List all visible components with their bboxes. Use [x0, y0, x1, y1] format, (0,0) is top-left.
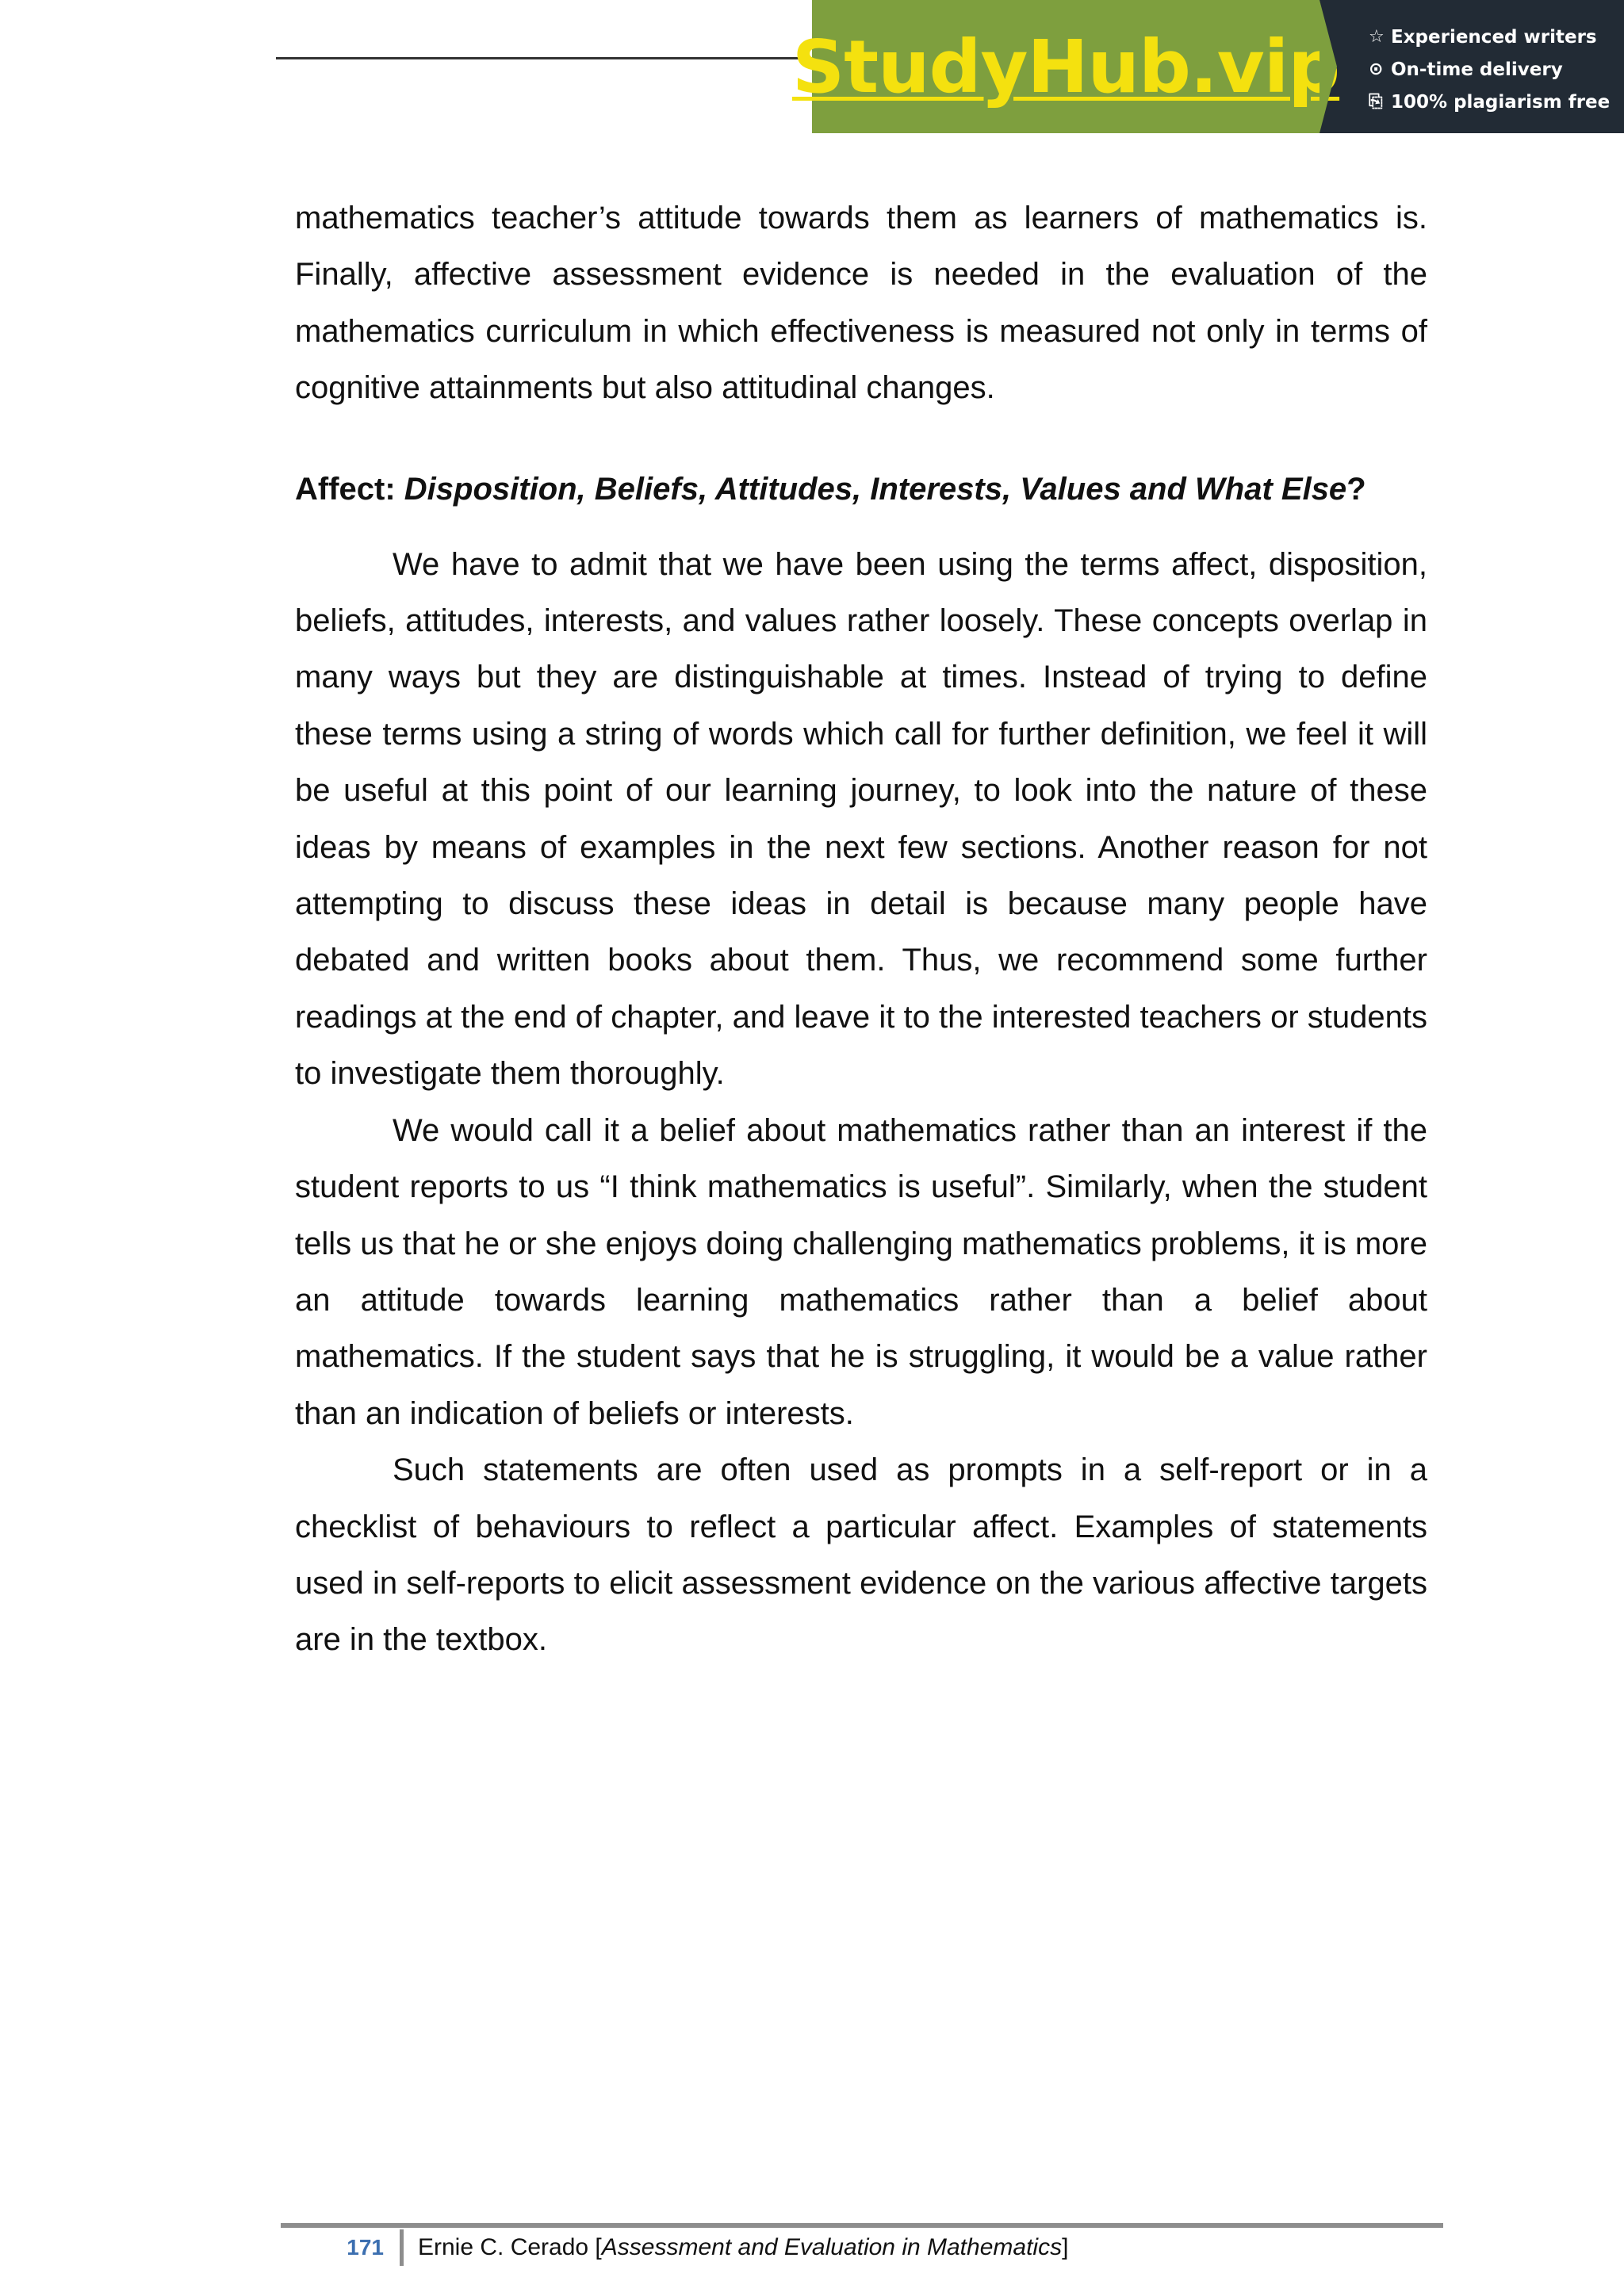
heading-prefix: Affect: [295, 471, 404, 507]
studyhub-banner[interactable] [791, 0, 1624, 133]
paragraph-belief-example: We would call it a belief about mathematics rather than an interest if the student reports to us “I think mathematics is useful”. Similarly, when the student tells us that he or she enjoys doing challenging mathematics problems, it is more an attitude towards learning mathematics rather than a belief about mathematics. If the student says that he is struggling, it would be a value rather than an indication of beliefs or interests. [295, 1112, 1427, 1431]
page-number: 171 [347, 2235, 384, 2260]
feature-experienced-writers [1369, 21, 1624, 53]
feature-on-time-delivery [1369, 53, 1624, 86]
star-icon: ☆ [1369, 27, 1385, 47]
footer-closing: ] [1062, 2234, 1069, 2260]
feature-label: On-time delivery [1391, 59, 1563, 80]
banner-arrow-shape [1320, 0, 1337, 133]
footer-citation [418, 2234, 1068, 2261]
logo-text: StudyHub.vip [791, 24, 1340, 109]
clock-icon: ⊙ [1369, 59, 1384, 79]
heading-suffix: ? [1346, 471, 1366, 507]
footer-author: Ernie C. Cerado [ [418, 2234, 602, 2260]
paragraph-self-report: Such statements are often used as prompts in a self-report or in a checklist of behaviours to reflect a particular affect. Examples of statements used in self-reports to elicit assessment evidence on the various affective targets are in the textbox. [295, 1452, 1427, 1658]
feature-label: 100% plagiarism free [1391, 91, 1611, 113]
footer-book-title: Assessment and Evaluation in Mathematics [601, 2234, 1063, 2260]
document-body [295, 190, 1427, 1669]
paragraph-affect-terms: We have to admit that we have been using the terms affect, disposition, beliefs, attitudes, interests, and values rather loosely. These concepts overlap in many ways but they are distinguishable at times. Instead of trying to define these terms using a string of words which call for further definition, we feel it will be useful at this point of our learning journey, to look into the nature of these ideas by means of examples in the next few sections. Another reason for not attempting to discuss these ideas in detail is because many people have debated and written books about them. Thus, we recommend some further readings at the end of chapter, and leave it to the interested teachers or students to investigate them thoroughly. [295, 546, 1427, 1092]
footer-separator [400, 2229, 404, 2266]
paragraph-continued: mathematics teacher’s attitude towards them as learners of mathematics is. Finally, affective assessment evidence is needed in the evaluation of the mathematics curriculum in which effectiveness is measured not only in terms of cognitive attainments but also attitudinal changes. [295, 201, 1427, 406]
section-heading [295, 461, 1427, 518]
feature-label: Experienced writers [1391, 26, 1597, 48]
studyhub-logo[interactable] [791, 0, 1340, 133]
banner-features [1320, 0, 1624, 133]
page-footer [281, 2228, 1068, 2267]
feature-plagiarism-free [1369, 86, 1624, 118]
heading-italic: Disposition, Beliefs, Attitudes, Interests, Values and What Else [404, 471, 1347, 507]
copy-icon: ⎘ [1369, 92, 1383, 112]
header-rule [276, 57, 815, 59]
